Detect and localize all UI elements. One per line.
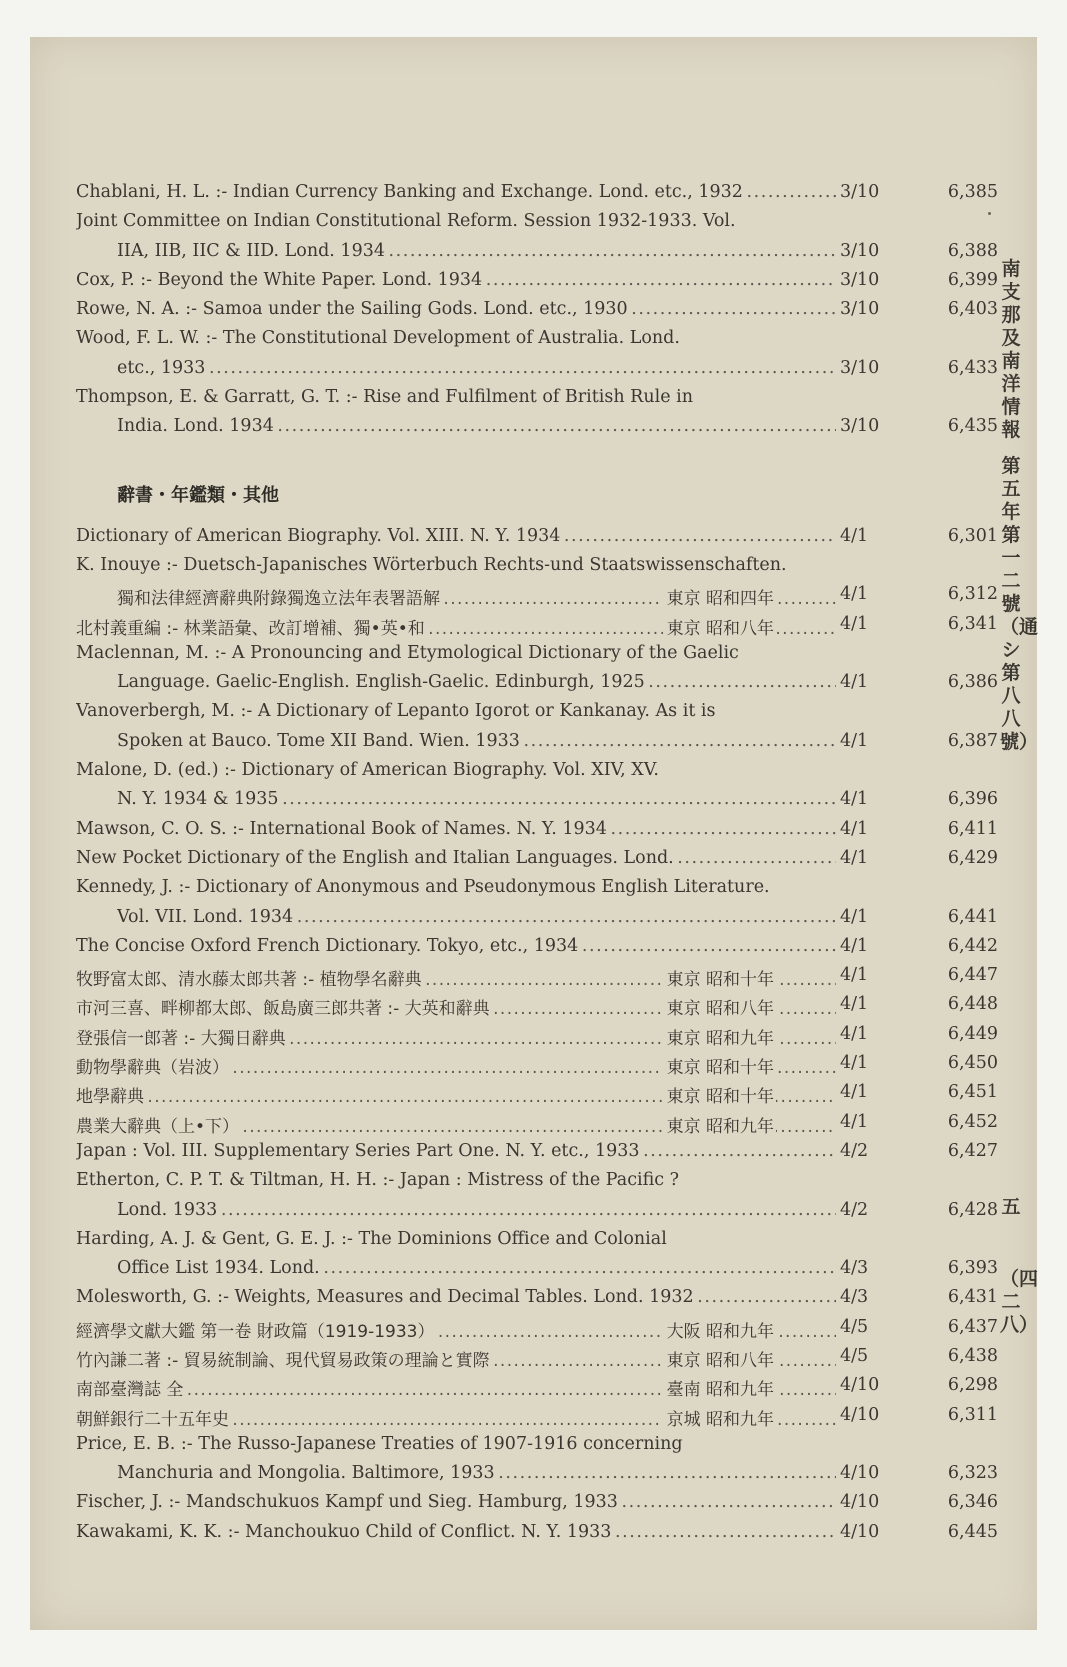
entry-line [76,387,998,416]
entry-line [76,1170,998,1199]
section-heading: 辭書・年鑑類・其他 [117,484,279,506]
entry-number: 6,393 [947,1258,998,1279]
entry-title: 牧野富太郎、清水藤太郎共著 :- 植物學名辭典 . . . [76,965,866,990]
entry-class-code: 3/10 [836,416,922,436]
entry-place-date: 東京 昭和十年 [663,1082,776,1107]
entry-title: 動物學辭典（岩波） . . . [76,1053,866,1078]
entry-place-date: 大阪 昭和九年 [663,1317,776,1342]
entry-number: 6,411 [947,818,998,839]
entry-number: 6,431 [947,1287,998,1308]
entry-class-code: 4/1 [836,848,922,868]
entry-line [76,1375,998,1404]
entry-line [76,1258,998,1287]
entry-class-code: 4/1 [836,789,922,809]
entry-number: 6,452 [947,1111,998,1132]
entry-number: 6,442 [947,935,998,956]
entry-title: The Concise Oxford French Dictionary. Tokyo, etc., 1934 . . . [76,936,866,956]
entry-line [76,965,998,994]
entry-line [76,584,998,613]
entry-class-code: 4/1 [836,614,922,634]
entry-class-code: 3/10 [836,241,922,261]
entry-place-date: 東京 昭和十年 [663,1053,776,1078]
entry-place-date: 東京 昭和十年 [663,965,776,990]
entry-line [76,1492,998,1521]
entry-line [76,1141,998,1170]
entry-line [76,299,998,328]
entry-title: 經濟學文獻大鑑 第一卷 財政篇（1919-1933） . . . [76,1317,866,1342]
entry-class-code: 4/1 [836,1053,922,1073]
entry-line [76,328,998,357]
entry-number: 6,428 [947,1199,998,1220]
entry-class-code: 3/10 [836,182,922,202]
entry-line [76,358,998,387]
entry-place-date: 臺南 昭和九年 [663,1375,776,1400]
entry-title: Dictionary of American Biography. Vol. XIII. N. Y. 1934 . . . [76,526,866,546]
entry-class-code: 4/1 [836,994,922,1014]
entry-line [76,994,998,1023]
entry-number: 6,429 [947,847,998,868]
entry-line [76,1317,998,1346]
entry-line [76,1053,998,1082]
entry-class-code: 4/1 [836,1024,922,1044]
entry-class-code: 4/10 [836,1405,922,1425]
page-number-kanji: 五 [1001,1196,1021,1218]
entry-line [76,526,998,555]
entry-title: New Pocket Dictionary of the English and Italian Languages. Lond. . . . [76,848,866,868]
entry-class-code: 4/3 [836,1287,922,1307]
entry-title: Manchuria and Mongolia. Baltimore, 1933 . . . [117,1463,866,1483]
entry-class-code: 4/1 [836,731,922,751]
entry-line [76,877,998,906]
entry-class-code: 4/1 [836,1082,922,1102]
entry-line [76,555,998,584]
entry-title: 農業大辭典（上•下） . . . [76,1112,866,1137]
entry-class-code: 4/10 [836,1463,922,1483]
entry-line [76,614,998,643]
entry-line [76,416,998,445]
entry-number: 6,387 [947,730,998,751]
entry-class-code: 4/5 [836,1317,922,1337]
entry-title: 北村義重編 :- 林業語彙、改訂增補、獨•英•和 . . . [76,614,866,639]
entry-title: 南部臺灣誌 全 . . . [76,1375,866,1400]
entry-class-code: 4/1 [836,526,922,546]
entry-class-code: 4/1 [836,1112,922,1132]
entry-line [76,936,998,965]
entry-number: 6,399 [947,269,998,290]
entry-title: Price, E. B. :- The Russo-Japanese Treaties of 1907-1916 concerning [76,1433,683,1454]
entry-line [76,643,998,672]
entry-number: 6,427 [947,1140,998,1161]
entry-line [76,182,998,211]
entry-line [76,270,998,299]
catalog-list [76,182,998,1551]
entry-place-date: 東京 昭和八年 [663,614,776,639]
entry-class-code: 3/10 [836,299,922,319]
entry-number: 6,451 [947,1082,998,1103]
entry-class-code: 4/5 [836,1346,922,1366]
entry-class-code: 4/1 [836,907,922,927]
entry-class-code: 4/10 [836,1492,922,1512]
entry-number: 6,403 [947,299,998,320]
entry-class-code: 4/2 [836,1200,922,1220]
entry-title: Harding, A. J. & Gent, G. E. J. :- The Dominions Office and Colonial [76,1228,667,1249]
entry-line [76,789,998,818]
entry-number: 6,441 [947,906,998,927]
entry-title: 登張信一郎著 :- 大獨日辭典 . . . [76,1024,866,1049]
entry-title: Kawakami, K. K. :- Manchoukuo Child of Conflict. N. Y. 1933 . . . [76,1522,866,1542]
entry-title: Spoken at Bauco. Tome XII Band. Wien. 1933 . . . [117,731,866,751]
entry-title: Lond. 1933 . . . [117,1200,866,1220]
entry-number: 6,346 [947,1492,998,1513]
page-number: （四二八） [1000,1268,1039,1336]
journal-title: 南支那及南洋情報 [1001,258,1021,441]
entry-class-code: 4/10 [836,1375,922,1395]
entry-title: Vanoverbergh, M. :- A Dictionary of Lepanto Igorot or Kankanay. As it is [76,701,716,722]
entry-class-code: 4/1 [836,819,922,839]
entry-title: Office List 1934. Lond. . . . [117,1258,866,1278]
entry-number: 6,450 [947,1053,998,1074]
entry-number: 6,448 [947,994,998,1015]
entry-line [76,731,998,760]
entry-line [76,1463,998,1492]
entry-number: 6,433 [947,357,998,378]
entry-class-code: 4/1 [836,965,922,985]
entry-title: Etherton, C. P. T. & Tiltman, H. H. :- Japan : Mistress of the Pacific ? [76,1170,680,1191]
entry-line [76,701,998,730]
entry-line [76,1112,998,1141]
entry-number: 6,435 [947,416,998,437]
entry-class-code: 4/1 [836,672,922,692]
entry-title: Japan : Vol. III. Supplementary Series Part One. N. Y. etc., 1933 . . . [76,1141,866,1161]
entry-title: 獨和法律經濟辭典附錄獨逸立法年表署語解 . . . [117,584,866,609]
entry-line [76,211,998,240]
entry-place-date: 東京 昭和八年 [663,994,776,1019]
entry-number: 6,449 [947,1023,998,1044]
entry-line [76,1346,998,1375]
entry-line [76,1522,998,1551]
entry-place-date: 京城 昭和九年 [663,1405,776,1430]
entry-line [76,1229,998,1258]
entry-number: 6,396 [947,789,998,810]
entry-line [76,1434,998,1463]
entry-title: India. Lond. 1934 . . . [117,416,866,436]
entry-title: Thompson, E. & Garratt, G. T. :- Rise and Fulfilment of British Rule in [76,387,693,408]
entry-line [76,819,998,848]
entry-line [76,1287,998,1316]
entry-title: Malone, D. (ed.) :- Dictionary of American Biography. Vol. XIV, XV. [76,760,659,781]
entry-title: IIA, IIB, IIC & IID. Lond. 1934 . . . [117,241,866,261]
entry-title: Vol. VII. Lond. 1934 . . . [117,907,866,927]
entry-place-date: 東京 昭和四年 [663,584,776,609]
entry-class-code: 4/1 [836,584,922,604]
entry-place-date: 東京 昭和九年 [663,1024,776,1049]
entry-class-code: 4/1 [836,936,922,956]
entry-line [76,1082,998,1111]
entry-line [76,848,998,877]
entry-number: 6,388 [947,240,998,261]
entry-title: 朝鮮銀行二十五年史 . . . [76,1405,866,1430]
entry-title: 地學辭典 . . . [76,1082,866,1107]
entry-number: 6,437 [947,1316,998,1337]
entry-title: etc., 1933 . . . [117,358,866,378]
entry-class-code: 3/10 [836,358,922,378]
entry-number: 6,386 [947,672,998,693]
entry-number: 6,385 [947,182,998,202]
entry-place-date: 東京 昭和八年 [663,1346,776,1371]
entry-title: Joint Committee on Indian Constitutional Reform. Session 1932-1933. Vol. [76,211,736,232]
entry-title: 市河三喜、畔柳都太郎、飯島廣三郎共著 :- 大英和辭典 . . . [76,994,866,1019]
entry-number: 6,301 [947,525,998,546]
entry-title: Kennedy, J. :- Dictionary of Anonymous and Pseudonymous English Literature. [76,877,770,898]
entry-title: Cox, P. :- Beyond the White Paper. Lond. 1934 . . . [76,270,866,290]
entry-title: N. Y. 1934 & 1935 . . . [117,789,866,809]
entry-number: 6,438 [947,1345,998,1366]
entry-line [76,1200,998,1229]
entry-title: Mawson, C. O. S. :- International Book of Names. N. Y. 1934 . . . [76,819,866,839]
entry-title: K. Inouye :- Duetsch-Japanisches Wörterbuch Rechts-und Staatswissenschaften. [76,554,787,575]
entry-title: Molesworth, G. :- Weights, Measures and Decimal Tables. Lond. 1932 . . . [76,1287,866,1307]
entry-number: 6,445 [947,1521,998,1542]
entry-title: 竹內謙二著 :- 貿易統制論、現代貿易政策の理論と實際 . . . [76,1346,866,1371]
entry-number: 6,447 [947,965,998,986]
entry-class-code: 4/3 [836,1258,922,1278]
entry-class-code: 4/10 [836,1522,922,1542]
entry-line [76,1024,998,1053]
entry-title: Rowe, N. A. :- Samoa under the Sailing Gods. Lond. etc., 1930 . . . [76,299,866,319]
entry-title: Fischer, J. :- Mandschukuos Kampf und Sieg. Hamburg, 1933 . . . [76,1492,866,1512]
entry-class-code: 4/2 [836,1141,922,1161]
entry-place-date: 東京 昭和九年 [663,1112,776,1137]
entry-line [76,241,998,270]
entry-title: Chablani, H. L. :- Indian Currency Banking and Exchange. Lond. etc., 1932 . . . [76,182,866,202]
entry-class-code: 3/10 [836,270,922,290]
entry-number: 6,298 [947,1375,998,1396]
entry-line [76,907,998,936]
entry-number: 6,323 [947,1463,998,1484]
entry-line [76,760,998,789]
entry-title: Maclennan, M. :- A Pronouncing and Etymological Dictionary of the Gaelic [76,642,739,663]
issue-label: 第五年第一二號（通シ第八八號） [1000,455,1039,753]
entry-number: 6,312 [947,584,998,605]
entry-number: 6,341 [947,613,998,634]
entry-line [76,672,998,701]
entry-number: 6,311 [947,1404,998,1425]
entry-title: Language. Gaelic-English. English-Gaelic. Edinburgh, 1925 . . . [117,672,866,692]
entry-title: Wood, F. L. W. :- The Constitutional Development of Australia. Lond. [76,328,680,349]
entry-line [76,1405,998,1434]
